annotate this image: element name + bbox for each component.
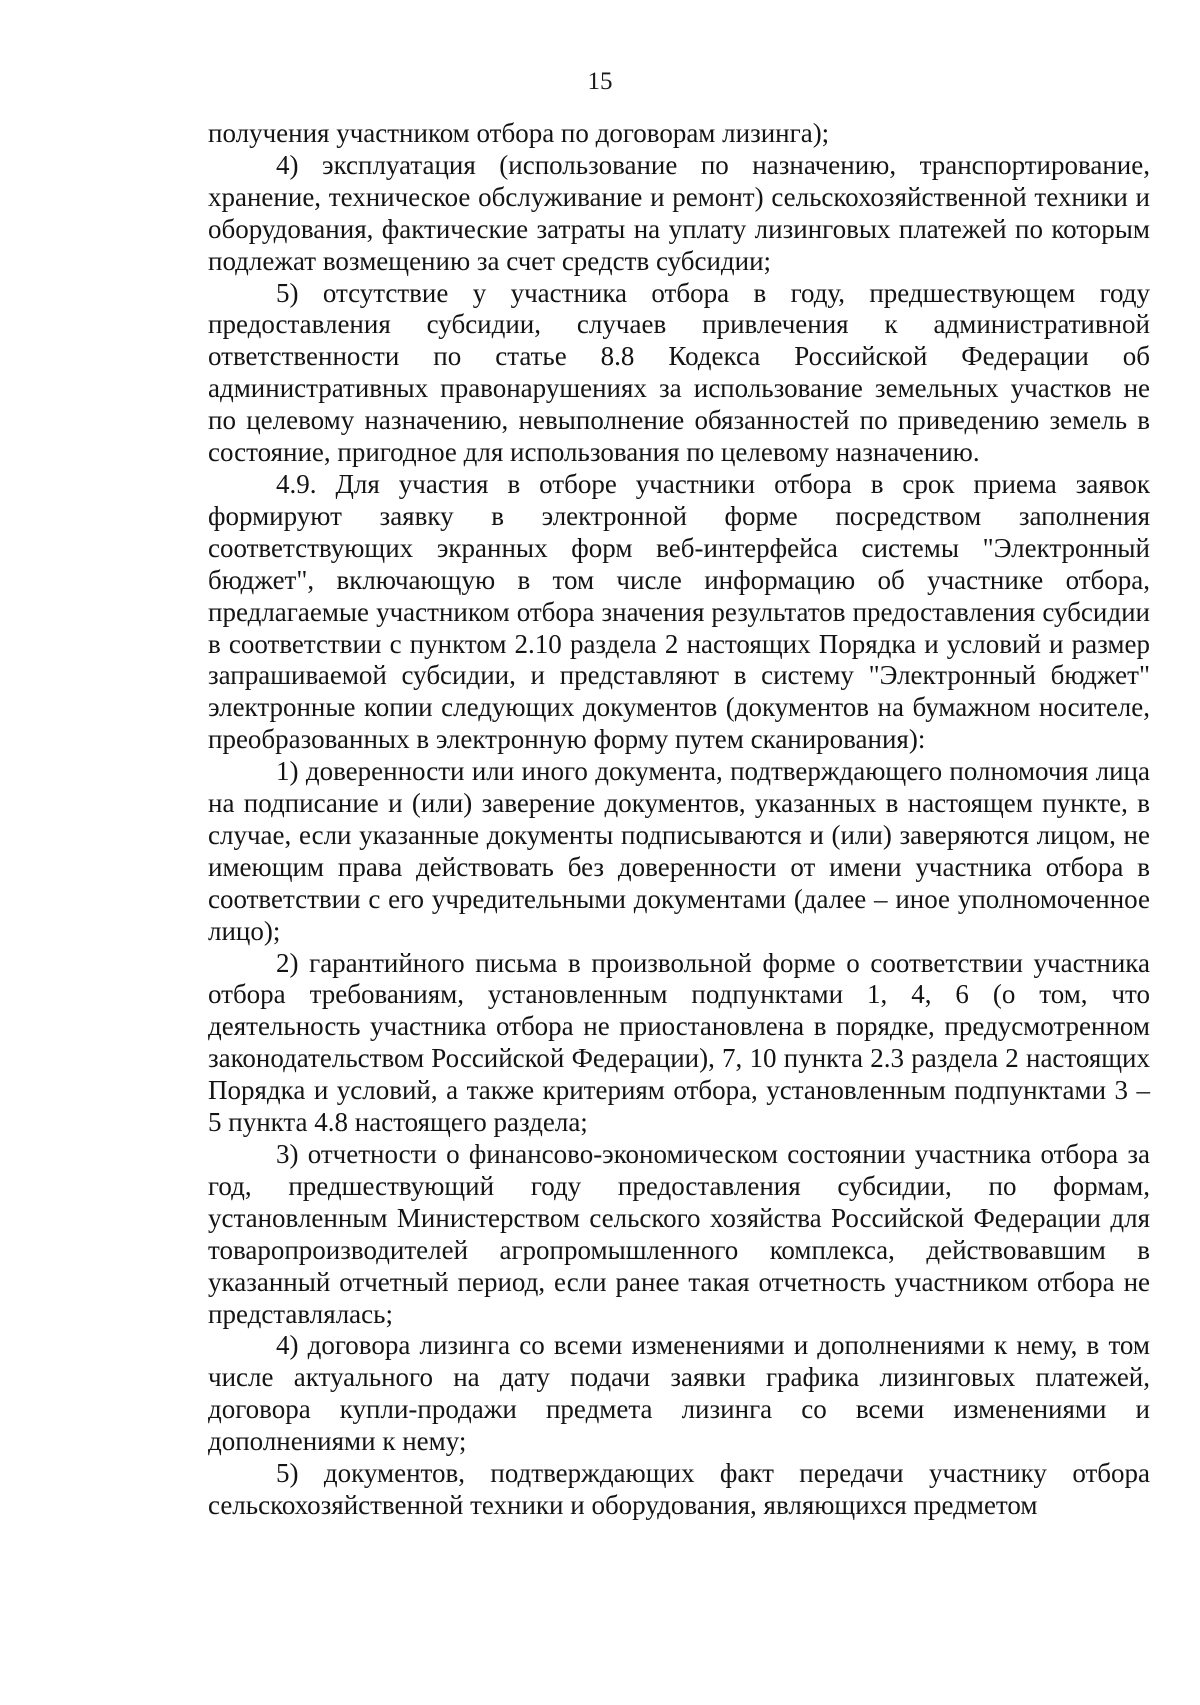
document-body xyxy=(208,118,1150,1522)
paragraph-doc-2: 2) гарантийного письма в произвольной форме о соответствии участника отбора требованиям, установленным подпунктами 1, 4, 6 (о том, что деятельность участника отбора не приостановлена в порядке, предусмотренном законодательством Российской Федерации), 7, 10 пункта 2.3 раздела 2 настоящих Порядка и условий, а также критериям отбора, установленным подпунктами 3 – 5 пункта 4.8 настоящего раздела; xyxy=(208,947,1150,1138)
paragraph-section-4-9: 4.9. Для участия в отборе участники отбора в срок приема заявок формируют заявку в электронной форме посредством заполнения соответствующих экранных форм веб-интерфейса системы "Электронный бюджет", включающую в том числе информацию об участнике отбора, предлагаемые участником отбора значения результатов предоставления субсидии в соответствии с пунктом 2.10 раздела 2 настоящих Порядка и условий и размер запрашиваемой субсидии, и представляют в систему "Электронный бюджет" электронные копии следующих документов (документов на бумажном носителе, преобразованных в электронную форму путем сканирования): xyxy=(208,468,1150,755)
paragraph-item-5: 5) отсутствие у участника отбора в году, предшествующем году предоставления субсидии, случаев привлечения к административной ответственности по статье 8.8 Кодекса Российской Федерации об административных правонарушениях за использование земельных участков не по целевому назначению, невыполнение обязанностей по приведению земель в состояние, пригодное для использования по целевому назначению. xyxy=(208,277,1150,468)
paragraph-doc-1: 1) доверенности или иного документа, подтверждающего полномочия лица на подписание и (или) заверение документов, указанных в настоящем пункте, в случае, если указанные документы подписываются и (или) заверяются лицом, не имеющим права действовать без доверенности от имени участника отбора в соответствии с его учредительными документами (далее – иное уполномоченное лицо); xyxy=(208,756,1150,946)
paragraph-doc-5: 5) документов, подтверждающих факт передачи участнику отбора сельскохозяйственной техники и оборудования, являющихся предметом xyxy=(208,1458,1150,1520)
paragraph-item-4: 4) эксплуатация (использование по назначению, транспортирование, хранение, техническое обслуживание и ремонт) сельскохозяйственной техники и оборудования, фактические затраты на уплату лизинговых платежей по которым подлежат возмещению за счет средств субсидии; xyxy=(208,149,1150,276)
paragraph-doc-4: 4) договора лизинга со всеми изменениями и дополнениями к нему, в том числе актуального на дату подачи заявки графика лизинговых платежей, договора купли-продажи предмета лизинга со всеми изменениями и дополнениями к нему; xyxy=(208,1330,1150,1457)
paragraph-continuation: получения участником отбора по договорам лизинга); xyxy=(208,118,830,148)
paragraph-doc-3: 3) отчетности о финансово-экономическом состоянии участника отбора за год, предшествующий году предоставления субсидии, по формам, установленным Министерством сельского хозяйства Российской Федерации для товаропроизводителей агропромышленного комплекса, действовавшим в указанный отчетный период, если ранее такая отчетность участником отбора не представлялась; xyxy=(208,1139,1150,1329)
page-number: 15 xyxy=(587,68,613,95)
